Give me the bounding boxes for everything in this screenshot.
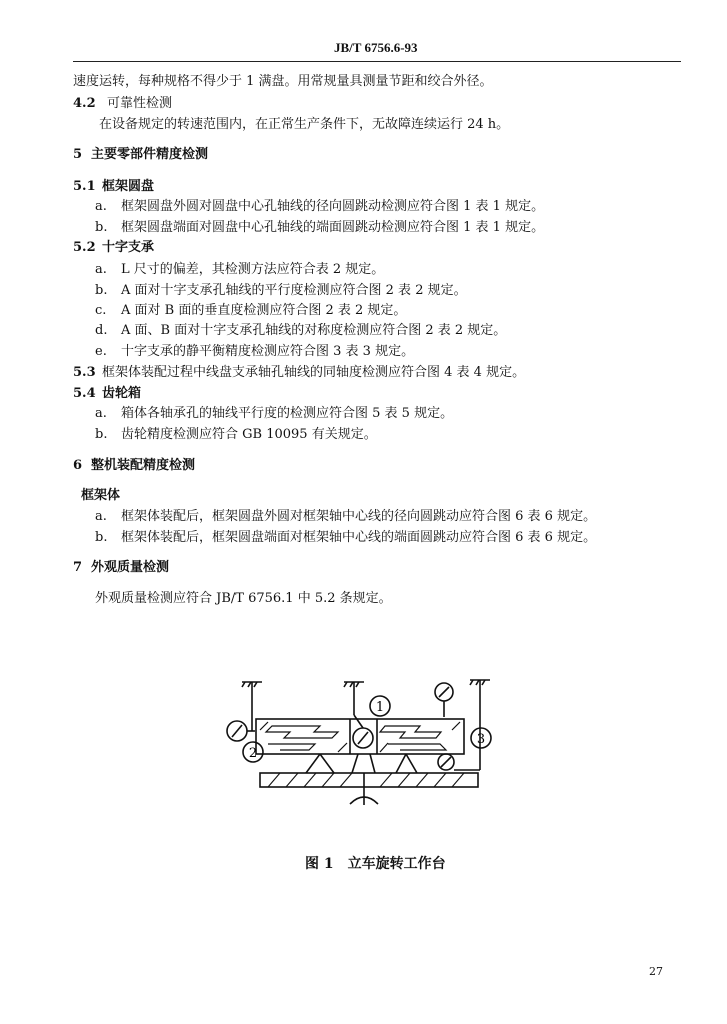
- indicator-stand-right: [454, 680, 490, 770]
- section-title: 主要零部件精度检测: [91, 147, 209, 162]
- section-number: 4.2: [73, 96, 96, 111]
- page-header: JB/T 6756.6-93: [334, 40, 418, 55]
- list-item: 框架体装配后，框架圆盘端面对框架轴中心线的端面圆跳动应符合图 6 表 6 规定。: [121, 530, 597, 545]
- list-marker: c.: [95, 303, 107, 318]
- section-title: 可靠性检测: [107, 96, 173, 111]
- body-line: 在设备规定的转速范围内，在正常生产条件下，无故障连续运行 24 h。: [99, 117, 510, 132]
- list-marker: a.: [95, 509, 107, 524]
- section-title: 框架圆盘: [102, 179, 155, 194]
- section-title: 外观质量检测: [91, 560, 170, 575]
- page-number: 27: [649, 965, 663, 978]
- section-number: 7: [73, 560, 83, 575]
- list-marker: b.: [95, 220, 108, 235]
- figure-rotary-worktable: [220, 670, 510, 840]
- list-item: 齿轮精度检测应符合 GB 10095 有关规定。: [121, 427, 377, 442]
- section-number: 5.4: [73, 386, 96, 401]
- list-marker: e.: [95, 344, 107, 359]
- dial-indicator-middle-icon: [353, 728, 373, 748]
- section-title: 齿轮箱: [102, 386, 142, 401]
- list-item: 框架圆盘外圆对圆盘中心孔轴线的径向圆跳动检测应符合图 1 表 1 规定。: [121, 199, 545, 214]
- list-item: 箱体各轴承孔的轴线平行度的检测应符合图 5 表 5 规定。: [121, 406, 454, 421]
- section-title: 十字支承: [102, 240, 155, 255]
- body-line: 框架体装配过程中线盘支承轴孔轴线的同轴度检测应符合图 4 表 4 规定。: [102, 365, 526, 380]
- subsection-title: 框架体: [81, 488, 121, 503]
- list-marker: b.: [95, 283, 108, 298]
- figure-caption: 图 1 立车旋转工作台: [305, 856, 446, 872]
- dial-indicator-top-right-icon: [435, 683, 453, 717]
- callout-label: 1: [375, 700, 385, 715]
- body-line: 外观质量检测应符合 JB/T 6756.1 中 5.2 条规定。: [95, 591, 392, 606]
- list-item: A 面对十字支承孔轴线的平行度检测应符合图 2 表 2 规定。: [121, 283, 467, 298]
- callout-label: 3: [476, 732, 486, 747]
- indicator-stand-middle: [344, 682, 364, 728]
- list-item: 框架体装配后，框架圆盘外圆对框架轴中心线的径向圆跳动应符合图 6 表 6 规定。: [121, 509, 597, 524]
- indicator-stand-left: [242, 682, 262, 720]
- section-number: 6: [73, 458, 83, 473]
- section-number: 5.1: [73, 179, 96, 194]
- section-number: 5: [73, 147, 83, 162]
- list-marker: a.: [95, 199, 107, 214]
- list-marker: b.: [95, 530, 108, 545]
- dial-indicator-left-icon: [227, 721, 247, 741]
- header-rule: [73, 61, 681, 62]
- body-line: 速度运转，每种规格不得少于 1 满盘。用常规量具测量节距和绞合外径。: [73, 74, 493, 89]
- support-legs: [306, 754, 417, 773]
- list-marker: b.: [95, 427, 108, 442]
- list-item: 框架圆盘端面对圆盘中心孔轴线的端面圆跳动检测应符合图 1 表 1 规定。: [121, 220, 545, 235]
- section-title: 整机装配精度检测: [91, 458, 196, 473]
- list-marker: a.: [95, 406, 107, 421]
- callout-label: 2: [248, 746, 258, 761]
- list-item: A 面对 B 面的垂直度检测应符合图 2 表 2 规定。: [121, 303, 407, 318]
- list-item: L 尺寸的偏差，其检测方法应符合表 2 规定。: [121, 262, 385, 277]
- dial-indicator-bottom-right-icon: [438, 754, 454, 770]
- list-marker: d.: [95, 323, 108, 338]
- section-number: 5.2: [73, 240, 96, 255]
- section-number: 5.3: [73, 365, 96, 380]
- list-marker: a.: [95, 262, 107, 277]
- list-item: 十字支承的静平衡精度检测应符合图 3 表 3 规定。: [121, 344, 415, 359]
- list-item: A 面、B 面对十字支承孔轴线的对称度检测应符合图 2 表 2 规定。: [121, 323, 507, 338]
